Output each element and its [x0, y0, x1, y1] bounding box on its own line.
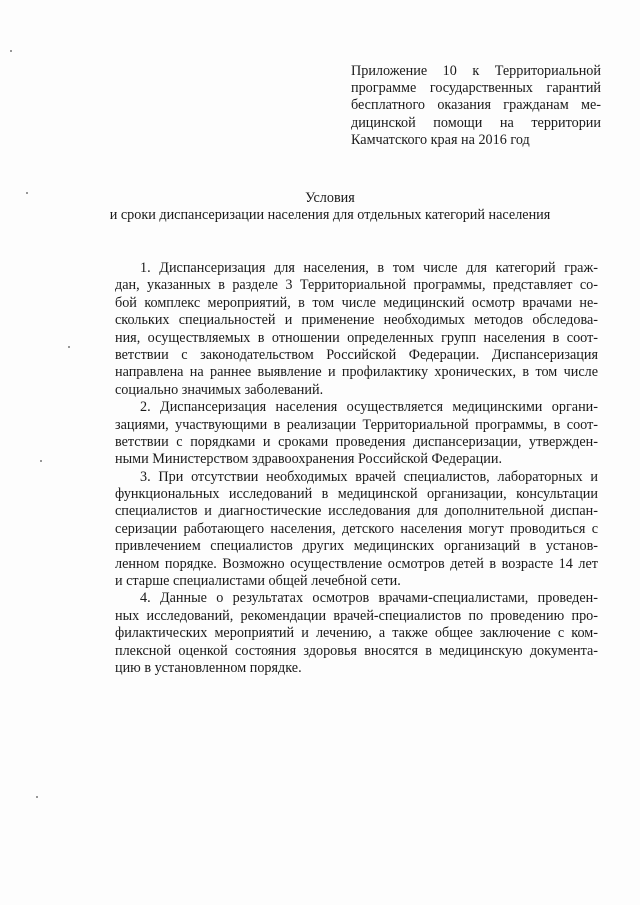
paragraph-3-line: привлечением специалистов других медицинских организаций в установ- [115, 538, 598, 555]
annex-line: дицинской помощи на территории [351, 114, 601, 131]
annex-line: Приложение 10 к Территориальной [351, 63, 601, 79]
paragraph-3-line: функциональных исследований в медицинской организации, консультации [115, 486, 598, 503]
paragraph-2-line: зациями, участвующими в реализации Территориальной программы, в соот- [115, 416, 598, 433]
paragraph-2-line: ветствии с порядками и сроками проведения диспансеризации, утвержден- [115, 433, 598, 450]
paragraph-1-line: дан, указанных в разделе 3 Территориальной программы, представляет со- [115, 277, 598, 294]
paragraph-3-line: и старше специалистами общей лечебной сети. [115, 573, 401, 590]
paragraph-4-line: плексной оценкой состояния здоровья вносятся в медицинскую документа- [115, 642, 598, 659]
scan-speck [10, 50, 12, 52]
paragraph-4-line: 4. Данные о результатах осмотров врачами-специалистами, проведен- [140, 590, 598, 607]
paragraph-1-line: 1. Диспансеризация для населения, в том числе для категорий граж- [140, 260, 598, 276]
annex-line: Камчатского края на 2016 год [351, 131, 530, 148]
paragraph-1-line: направлена на раннее выявление и профилактику хронических, в том числе [115, 364, 598, 381]
paragraph-3-line: ленном порядке. Возможно осуществление осмотров детей в возрасте 14 лет [115, 555, 598, 572]
scan-speck [36, 796, 38, 798]
annex-line: бесплатного оказания гражданам ме- [351, 97, 601, 114]
document-title: Условия [305, 190, 355, 206]
annex-line: программе государственных гарантий [351, 80, 601, 97]
document-subtitle: и сроки диспансеризации населения для отдельных категорий населения [109, 207, 551, 223]
paragraph-1-line: ветствии с законодательством Российской Федерации. Диспансеризация [115, 346, 598, 363]
paragraph-4-line: филактических мероприятий и лечению, а также общее заключение с ком- [115, 625, 598, 642]
paragraph-3-line: специалистов и диагностические исследования для дополнительной диспан- [115, 503, 598, 520]
annex-note [351, 63, 601, 149]
paragraph-3-line: серизации работающего населения, детского населения могут проводиться с [115, 520, 598, 537]
scan-speck [40, 460, 42, 462]
scan-speck [68, 346, 70, 348]
paragraph-4-line: ных исследований, рекомендации врачей-специалистов по проведению про- [115, 607, 598, 624]
paragraph-2-line: ными Министерством здравоохранения Российской Федерации. [115, 451, 503, 468]
paragraph-1-line: ния, осуществляемых в отношении определенных групп населения в соот- [115, 329, 598, 346]
paragraph-4-line: цию в установленном порядке. [115, 659, 302, 676]
paragraph-2-line: 2. Диспансеризация населения осуществляется медицинскими органи- [140, 399, 598, 416]
paragraph-3-line: 3. При отсутствии необходимых врачей специалистов, лабораторных и [140, 468, 598, 485]
scan-speck [26, 192, 28, 194]
paragraph-1-line: скольких специальностей и применение необходимых методов обследова- [115, 312, 598, 329]
paragraph-1-line: социально значимых заболеваний. [115, 381, 324, 398]
paragraph-1-line: бой комплекс мероприятий, в том числе медицинский осмотр врачами не- [115, 294, 598, 311]
document-body [115, 260, 598, 677]
